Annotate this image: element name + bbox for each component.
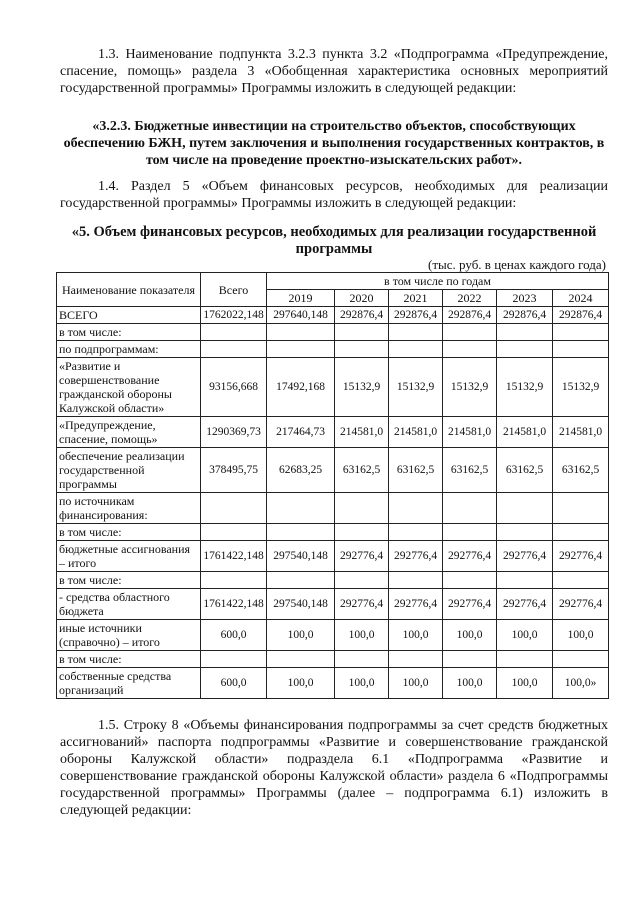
col-header-year: 2021 <box>389 290 443 307</box>
cell-year-value <box>389 324 443 341</box>
table-row <box>57 651 609 668</box>
cell-year-value <box>553 524 609 541</box>
row-label: обеспечение реализации государственной программы <box>57 448 201 493</box>
cell-year-value: 15132,9 <box>443 358 497 417</box>
table-row <box>57 448 609 493</box>
cell-year-value <box>389 524 443 541</box>
cell-year-value <box>553 341 609 358</box>
table-row <box>57 668 609 699</box>
cell-year-value: 297640,148 <box>267 307 335 324</box>
row-label: в том числе: <box>57 324 201 341</box>
cell-year-value: 292776,4 <box>389 589 443 620</box>
cell-year-value <box>389 341 443 358</box>
table-row <box>57 541 609 572</box>
cell-year-value <box>443 651 497 668</box>
cell-year-value: 62683,25 <box>267 448 335 493</box>
cell-year-value: 100,0 <box>497 620 553 651</box>
cell-year-value: 292776,4 <box>335 541 389 572</box>
cell-year-value <box>267 341 335 358</box>
cell-year-value: 292776,4 <box>443 541 497 572</box>
cell-year-value <box>553 572 609 589</box>
row-label: в том числе: <box>57 572 201 589</box>
row-label: бюджетные ассигнования – итого <box>57 541 201 572</box>
cell-year-value <box>335 341 389 358</box>
col-header-year: 2023 <box>497 290 553 307</box>
row-label: в том числе: <box>57 524 201 541</box>
cell-year-value: 100,0 <box>497 668 553 699</box>
cell-year-value: 100,0 <box>553 620 609 651</box>
cell-year-value: 292876,4 <box>335 307 389 324</box>
cell-year-value: 63162,5 <box>335 448 389 493</box>
cell-year-value: 15132,9 <box>497 358 553 417</box>
cell-year-value: 214581,0 <box>443 417 497 448</box>
table-row <box>57 307 609 324</box>
cell-year-value <box>443 572 497 589</box>
cell-year-value <box>497 324 553 341</box>
cell-year-value: 100,0 <box>389 668 443 699</box>
cell-year-value <box>553 651 609 668</box>
cell-year-value: 214581,0 <box>497 417 553 448</box>
row-label: ВСЕГО <box>57 307 201 324</box>
cell-year-value <box>267 572 335 589</box>
cell-year-value: 100,0 <box>267 668 335 699</box>
cell-year-value: 100,0 <box>335 620 389 651</box>
heading-section-5: «5. Объем финансовых ресурсов, необходимых для реализации государственной программы <box>71 224 597 257</box>
paragraph-1-4: 1.4. Раздел 5 «Объем финансовых ресурсов, необходимых для реализации государственной программы» Программы изложить в следующей редакции: <box>60 179 608 211</box>
cell-year-value: 15132,9 <box>389 358 443 417</box>
cell-year-value: 292776,4 <box>553 541 609 572</box>
cell-year-value <box>443 493 497 524</box>
table-row <box>57 324 609 341</box>
cell-year-value: 63162,5 <box>389 448 443 493</box>
heading-3-2-3: «3.2.3. Бюджетные инвестиции на строительство объектов, способствующих обеспечению БЖН, путем заключения и выполнения государственных контрактов, в том числе на проведение проектно-изыскательских работ». <box>63 119 605 168</box>
cell-year-value: 100,0 <box>443 668 497 699</box>
row-label: по источникам финансирования: <box>57 493 201 524</box>
cell-total <box>201 493 267 524</box>
cell-year-value: 292776,4 <box>335 589 389 620</box>
table-row <box>57 572 609 589</box>
cell-year-value <box>267 524 335 541</box>
cell-total: 93156,668 <box>201 358 267 417</box>
cell-year-value <box>497 572 553 589</box>
cell-year-value <box>443 341 497 358</box>
cell-year-value: 297540,148 <box>267 541 335 572</box>
table-row <box>57 589 609 620</box>
cell-total: 378495,75 <box>201 448 267 493</box>
cell-year-value: 292876,4 <box>389 307 443 324</box>
cell-total: 600,0 <box>201 620 267 651</box>
cell-year-value <box>497 651 553 668</box>
cell-year-value: 63162,5 <box>497 448 553 493</box>
cell-year-value: 63162,5 <box>553 448 609 493</box>
col-header-year: 2019 <box>267 290 335 307</box>
row-label: иные источники (справочно) – итого <box>57 620 201 651</box>
cell-year-value: 292776,4 <box>443 589 497 620</box>
cell-year-value: 100,0 <box>389 620 443 651</box>
cell-total <box>201 524 267 541</box>
col-header-year: 2020 <box>335 290 389 307</box>
cell-year-value: 292776,4 <box>389 541 443 572</box>
cell-year-value <box>389 493 443 524</box>
row-label: по подпрограммам: <box>57 341 201 358</box>
cell-year-value: 214581,0 <box>389 417 443 448</box>
row-label: собственные средства организаций <box>57 668 201 699</box>
table-row <box>57 524 609 541</box>
cell-year-value <box>553 493 609 524</box>
cell-year-value <box>335 572 389 589</box>
col-header-name: Наименование показателя <box>57 273 201 307</box>
table-row <box>57 358 609 417</box>
cell-year-value: 292876,4 <box>443 307 497 324</box>
col-header-year: 2024 <box>553 290 609 307</box>
cell-year-value: 100,0 <box>443 620 497 651</box>
col-header-years-group: в том числе по годам <box>267 273 609 290</box>
cell-year-value: 100,0» <box>553 668 609 699</box>
cell-year-value <box>267 493 335 524</box>
cell-year-value <box>267 324 335 341</box>
cell-year-value: 214581,0 <box>553 417 609 448</box>
cell-year-value: 17492,168 <box>267 358 335 417</box>
cell-year-value <box>267 651 335 668</box>
cell-year-value: 15132,9 <box>553 358 609 417</box>
cell-total: 1761422,148 <box>201 541 267 572</box>
cell-year-value <box>335 324 389 341</box>
cell-year-value: 217464,73 <box>267 417 335 448</box>
cell-year-value <box>389 572 443 589</box>
col-header-total: Всего <box>201 273 267 307</box>
table-row <box>57 493 609 524</box>
cell-total: 1762022,148 <box>201 307 267 324</box>
cell-year-value <box>335 493 389 524</box>
row-label: - средства областного бюджета <box>57 589 201 620</box>
table-row <box>57 620 609 651</box>
row-label: в том числе: <box>57 651 201 668</box>
cell-year-value: 292876,4 <box>497 307 553 324</box>
cell-total <box>201 341 267 358</box>
cell-year-value: 100,0 <box>335 668 389 699</box>
units-note: (тыс. руб. в ценах каждого года) <box>428 257 606 272</box>
cell-year-value <box>335 524 389 541</box>
cell-year-value <box>553 324 609 341</box>
cell-total <box>201 651 267 668</box>
cell-year-value <box>335 651 389 668</box>
cell-year-value: 297540,148 <box>267 589 335 620</box>
cell-total <box>201 572 267 589</box>
cell-total: 1290369,73 <box>201 417 267 448</box>
cell-year-value <box>443 324 497 341</box>
cell-year-value <box>497 524 553 541</box>
cell-total: 1761422,148 <box>201 589 267 620</box>
table-row <box>57 341 609 358</box>
cell-year-value: 292776,4 <box>497 541 553 572</box>
financing-table <box>56 272 609 699</box>
cell-total: 600,0 <box>201 668 267 699</box>
cell-year-value: 100,0 <box>267 620 335 651</box>
col-header-year: 2022 <box>443 290 497 307</box>
row-label: «Развитие и совершенствование гражданской обороны Калужской области» <box>57 358 201 417</box>
cell-year-value: 63162,5 <box>443 448 497 493</box>
cell-year-value <box>497 341 553 358</box>
cell-year-value <box>497 493 553 524</box>
cell-year-value: 292776,4 <box>497 589 553 620</box>
cell-year-value <box>389 651 443 668</box>
cell-total <box>201 324 267 341</box>
cell-year-value <box>443 524 497 541</box>
paragraph-1-3: 1.3. Наименование подпункта 3.2.3 пункта 3.2 «Подпрограмма «Предупреждение, спасение, помощь» раздела 3 «Обобщенная характеристика основных мероприятий государственной программы» Программы изложить в следующей редакции: <box>60 47 608 96</box>
cell-year-value: 292776,4 <box>553 589 609 620</box>
row-label: «Предупреждение, спасение, помощь» <box>57 417 201 448</box>
cell-year-value: 15132,9 <box>335 358 389 417</box>
cell-year-value: 292876,4 <box>553 307 609 324</box>
table-row <box>57 417 609 448</box>
paragraph-1-5: 1.5. Строку 8 «Объемы финансирования подпрограммы за счет средств бюджетных ассигнований» паспорта подпрограммы «Развитие и совершенствование гражданской обороны Калужской области» подраздела 6.1 «Подпрограмма «Развитие и совершенствование гражданской обороны Калужской области» раздела 6 «Подпрограммы государственной программы» Программы (далее – подпрограмма 6.1) изложить в следующей редакции: <box>60 718 608 818</box>
cell-year-value: 214581,0 <box>335 417 389 448</box>
